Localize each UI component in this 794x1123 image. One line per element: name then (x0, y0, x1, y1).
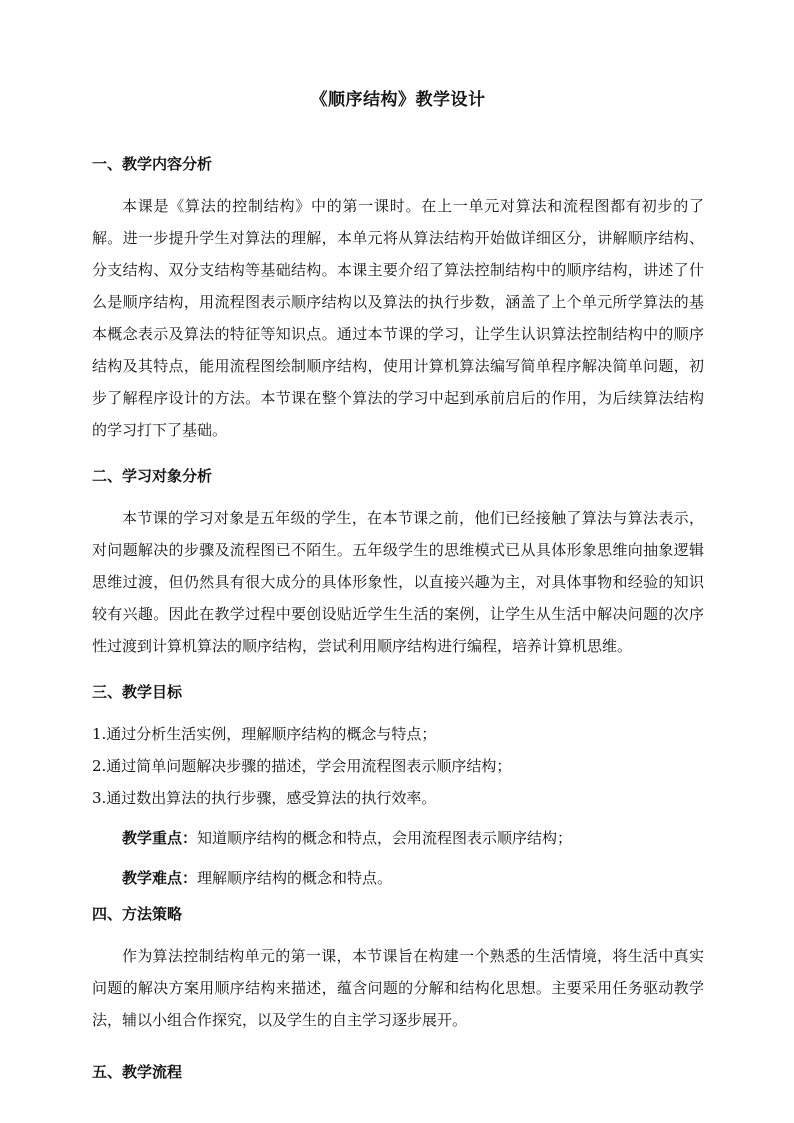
objectives-list (92, 718, 704, 814)
difficult-point-text: 理解顺序结构的概念和特点。 (197, 869, 393, 887)
list-item: 1.通过分析生活实例，理解顺序结构的概念与特点； (92, 725, 437, 743)
document-page (92, 86, 704, 1098)
section-heading-learner-analysis: 二、学习对象分析 (92, 467, 213, 485)
list-item: 2.通过简单问题解决步骤的描述，学会用流程图表示顺序结构； (92, 757, 512, 775)
paragraph-content-analysis: 本课是《算法的控制结构》中的第一课时。在上一单元对算法和流程图都有初步的了解。进一步提升学生对算法的理解，本单元将从算法结构开始做详细区分，讲解顺序结构、分支结构、双分支结构等基础结构。本课主要介绍了算法控制结构中的顺序结构，讲述了什么是顺序结构，用流程图表示顺序结构以及算法的执行步数，涵盖了上个单元所学算法的基本概念表示及算法的特征等知识点。通过本节课的学习，让学生认识算法控制结构中的顺序结构及其特点，能用流程图绘制顺序结构，使用计算机算法编写简单程序解决简单问题，初步了解程序设计的方法。本节课在整个算法的学习中起到承前启后的作用，为后续算法结构的学习打下了基础。 (92, 197, 704, 439)
difficult-point (92, 862, 704, 894)
key-point (92, 822, 704, 854)
section-heading-teaching-process: 五、教学流程 (92, 1063, 183, 1081)
paragraph-methods: 作为算法控制结构单元的第一课，本节课旨在构建一个熟悉的生活情境，将生活中真实问题的解决方案用顺序结构来描述，蕴含问题的分解和结构化思想。主要采用任务驱动教学法，辅以小组合作探究，以及学生的自主学习逐步展开。 (92, 947, 704, 1029)
section-heading-objectives: 三、教学目标 (92, 683, 183, 701)
difficult-point-label: 教学难点： (122, 869, 198, 887)
key-point-text: 知道顺序结构的概念和特点，会用流程图表示顺序结构； (197, 829, 573, 847)
document-title: 《顺序结构》教学设计 (310, 90, 486, 110)
paragraph-learner-analysis: 本节课的学习对象是五年级的学生，在本节课之前，他们已经接触了算法与算法表示，对问题解决的步骤及流程图已不陌生。五年级学生的思维模式已从具体形象思维向抽象逻辑思维过渡，但仍然具有很大成分的具体形象性，以直接兴趣为主，对具体事物和经验的知识较有兴趣。因此在教学过程中要创设贴近学生生活的案例，让学生从生活中解决问题的次序性过渡到计算机算法的顺序结构，尝试利用顺序结构进行编程，培养计算机思维。 (92, 509, 704, 655)
section-heading-methods: 四、方法策略 (92, 905, 183, 923)
key-point-label: 教学重点： (122, 829, 198, 847)
section-heading-content-analysis: 一、教学内容分析 (92, 155, 213, 173)
list-item: 3.通过数出算法的执行步骤，感受算法的执行效率。 (92, 789, 437, 807)
